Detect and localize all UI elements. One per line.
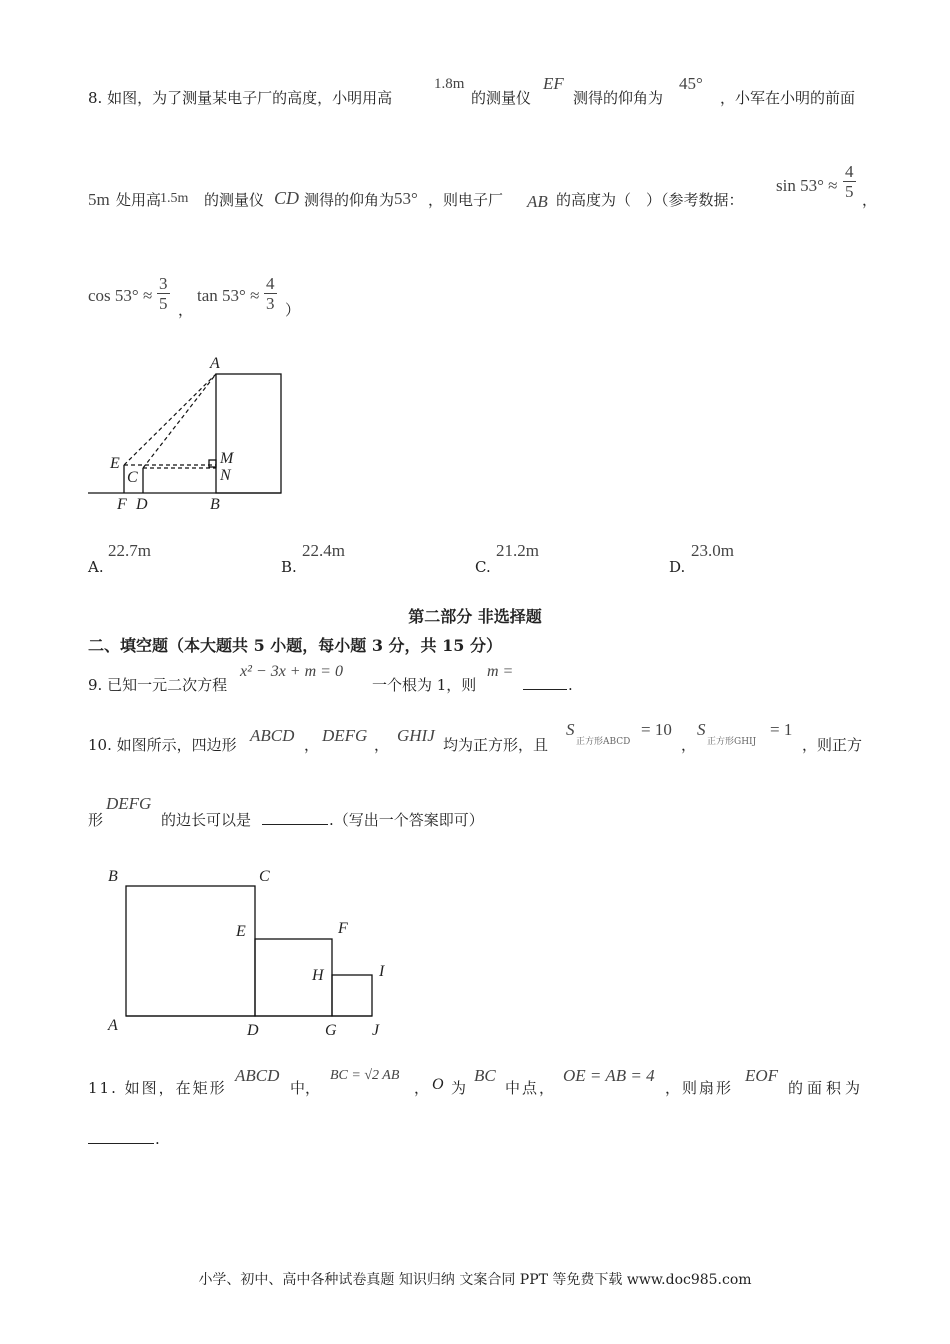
q8-height-1.8: 1.8m xyxy=(434,76,465,92)
q8-ef: EF xyxy=(543,74,564,93)
q8-label-D: D xyxy=(136,496,148,513)
q10-s1: S xyxy=(566,720,575,739)
q11-answer-blank[interactable] xyxy=(88,1129,154,1144)
q8-label-C: C xyxy=(127,469,138,486)
q10-label-G: G xyxy=(325,1022,337,1039)
q10-abcd: ABCD xyxy=(250,726,295,745)
q11-t4: ，则扇形 xyxy=(665,1079,734,1097)
q8-option-b-value: 22.4m xyxy=(302,541,345,560)
q10-label-B: B xyxy=(108,868,118,885)
q10-s1-val: = 10 xyxy=(641,720,672,739)
q8-line3-sep: ， xyxy=(178,301,194,319)
q10-label-C: C xyxy=(259,868,270,885)
q8-cos-frac: $\frac{3}{5}$ xyxy=(159,274,168,313)
q8-deg53: 53° xyxy=(394,189,418,208)
q8-5m: 5m xyxy=(88,190,110,209)
q9-mid: 一个根为 1，则 xyxy=(372,676,477,694)
q10-s2-val: = 1 xyxy=(770,720,793,739)
q11-t1: 中， xyxy=(290,1079,321,1097)
q9-m: m = xyxy=(487,663,514,680)
q9-pre: 9. 已知一元二次方程 xyxy=(88,676,228,694)
q9-end: . xyxy=(568,676,573,694)
q11-t5: 的面积为 xyxy=(788,1079,865,1097)
q11-t3: 中点， xyxy=(505,1079,557,1097)
q10-c3: ， xyxy=(681,736,697,754)
q10-label-D: D xyxy=(247,1022,259,1039)
q8-line1: 8. 如图，为了测量某电子厂的高度，小明用高 xyxy=(88,89,393,107)
q10-line2-t1: 的边长可以是 xyxy=(161,811,252,829)
q8-sin: sin 53° ≈ xyxy=(776,176,838,195)
q8-label-F: F xyxy=(117,496,127,513)
q8-deg45: 45° xyxy=(679,74,703,93)
q10-square-ghij xyxy=(332,975,372,1016)
q8-label-B: B xyxy=(210,496,220,513)
part2-section-heading: 二、填空题（本大题共 5 小题，每小题 3 分，共 15 分） xyxy=(88,636,502,655)
q11-o: O xyxy=(432,1076,444,1093)
q10-label-I: I xyxy=(379,963,385,980)
q10-num: 10. 如图所示，四边形 xyxy=(88,736,237,754)
q8-line2-t5: 的高度为（ ）（参考数据： xyxy=(556,191,744,209)
q10-label-A: A xyxy=(108,1017,118,1034)
q8-label-N: N xyxy=(220,467,231,484)
q10-c1: ， xyxy=(304,736,320,754)
q8-option-c-value: 21.2m xyxy=(496,541,539,560)
q10-label-J: J xyxy=(372,1022,380,1039)
footer-text: 小学、初中、高中各种试卷真题 知识归纳 文案合同 PPT 等免费下载 www.doc985.com xyxy=(198,1272,752,1288)
q8-line2-t4: ，则电子厂 xyxy=(428,191,504,209)
q8-label-M: M xyxy=(220,450,234,467)
q11-abcd: ABCD xyxy=(235,1066,280,1085)
q10-line2-pre: 形 xyxy=(88,811,104,829)
q8-option-d[interactable]: D. xyxy=(669,558,686,576)
part2-title: 第二部分 非选择题 xyxy=(408,607,542,626)
q8-line2-t2: 的测量仪 xyxy=(204,191,265,209)
q8-tan-frac: $\frac{4}{3}$ xyxy=(266,274,275,313)
q10-line2-defg: DEFG xyxy=(106,794,152,813)
q11-pre: 11. 如图，在矩形 xyxy=(88,1079,227,1097)
q8-cd: CD xyxy=(274,188,300,208)
q11-c1: ， xyxy=(414,1079,430,1097)
q10-s2: S xyxy=(697,720,706,739)
q10-label-E: E xyxy=(236,923,246,940)
q8-option-c[interactable]: C. xyxy=(475,558,491,576)
q8-cos: cos 53° ≈ xyxy=(88,286,153,305)
q8-option-a[interactable]: A. xyxy=(88,558,104,576)
q8-line1-mid1: 的测量仪 xyxy=(471,89,532,107)
q11-eof: EOF xyxy=(745,1066,779,1085)
q8-line1-end: ，小军在小明的前面 xyxy=(720,89,856,107)
q10-label-H: H xyxy=(312,967,324,984)
q11-eq: OE = AB = 4 xyxy=(563,1066,655,1085)
q10-line2-end: .（写出一个答案即可） xyxy=(329,811,484,829)
q8-tan: tan 53° ≈ xyxy=(197,286,260,305)
q8-label-A: A xyxy=(210,355,220,372)
q8-sin-frac: $\frac{4}{5}$ xyxy=(845,162,854,201)
q10-defg: DEFG xyxy=(322,726,368,745)
q8-line2-t1: 处用高 xyxy=(116,191,162,209)
q10-square-abcd xyxy=(126,886,255,1016)
q9-equation: x² − 3x + m = 0 xyxy=(240,663,343,680)
q10-end: ，则正方 xyxy=(802,736,863,754)
q8-option-a-value: 22.7m xyxy=(108,541,151,560)
q8-line1-mid2: 测得的仰角为 xyxy=(573,89,664,107)
q8-option-b[interactable]: B. xyxy=(281,558,297,576)
q10-label-F: F xyxy=(338,920,348,937)
q10-t1: 均为正方形，且 xyxy=(443,736,549,754)
q11-bc: BC xyxy=(474,1066,496,1085)
q8-option-d-value: 23.0m xyxy=(691,541,734,560)
q10-s1-sub: 正方形ABCD xyxy=(576,737,631,747)
q8-height-1.5: 1.5m xyxy=(160,191,189,206)
q8-ab: AB xyxy=(527,192,548,211)
q10-s2-sub: 正方形GHIJ xyxy=(707,737,757,747)
q10-c2: ， xyxy=(374,736,390,754)
q11-bc-relation: BC = √2 AB xyxy=(330,1068,400,1083)
q8-line2-t3: 测得的仰角为 xyxy=(304,191,395,209)
q11-t2: 为 xyxy=(451,1079,467,1097)
q8-line2-comma: ， xyxy=(862,191,878,209)
q10-ghij: GHIJ xyxy=(397,726,435,745)
q8-label-E: E xyxy=(110,455,120,472)
q11-end: . xyxy=(155,1130,160,1148)
q8-line3-close: ） xyxy=(285,301,301,319)
